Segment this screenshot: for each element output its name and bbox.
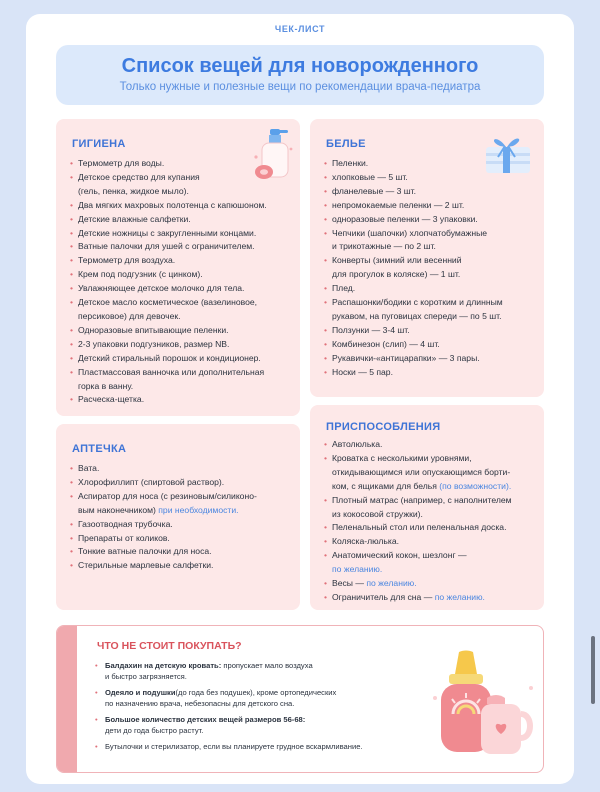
list-item: для прогулок в коляске) — 1 шт. — [332, 269, 461, 280]
item-text: пропускает мало воздуха — [221, 661, 313, 670]
list-item: откидывающимся или опускающимся борти- — [332, 466, 511, 477]
list-item — [95, 687, 385, 709]
list-item: • Стерильные марлевые салфетки. — [70, 559, 298, 573]
note-text: (по возможности). — [439, 480, 512, 491]
list-item: • Крем под подгузник (с цинком). — [70, 268, 298, 282]
item-text-line2: по назначению врача, небезопасны для детского сна. — [105, 699, 295, 708]
list-item: • Детское средство для купания — [70, 171, 298, 185]
list-item: • Кроватка с несколькими уровнями, — [324, 452, 542, 466]
accent-band — [57, 626, 77, 772]
list-item: • Тонкие ватные палочки для носа. — [70, 545, 298, 559]
list-item: горка в ванну. — [78, 380, 134, 391]
list-item: • Детские влажные салфетки. — [70, 213, 298, 227]
note-text: по желанию. — [366, 578, 417, 589]
item-bold: Балдахин на детскую кровать: — [105, 661, 222, 670]
title-banner — [56, 45, 544, 105]
list-item: • Хлорофиллипт (спиртовой раствор). — [70, 476, 298, 490]
list-item — [95, 714, 385, 736]
list-item: • Увлажняющее детское молочко для тела. — [70, 282, 298, 296]
devices-list — [324, 438, 542, 605]
list-item: рукавом, на пуговицах спереди — по 5 шт. — [332, 310, 502, 321]
item-text-line2: и быстро загрязняется. — [105, 672, 187, 681]
list-item: • Препараты от коликов. — [70, 532, 298, 546]
list-item: • Конверты (зимний или весенний — [324, 254, 542, 268]
item-bold: Большое количество детских вещей размеров 56-68: — [105, 715, 306, 724]
item-text-line2: дети до года быстро растут. — [105, 726, 204, 735]
list-item: • Чепчики (шапочки) хлопчатобумажные — [324, 227, 542, 241]
linen-title: БЕЛЬЕ — [326, 138, 366, 150]
linen-list — [324, 157, 542, 380]
list-item: и трикотажные — по 2 шт. — [332, 241, 436, 252]
list-item: • Комбинезон (слип) — 4 шт. — [324, 338, 542, 352]
list-item: • Рукавички-«антицарапки» — 3 пары. — [324, 352, 542, 366]
devices-title: ПРИСПОСОБЛЕНИЯ — [326, 421, 441, 433]
page-subtitle: Только нужные и полезные вещи по рекомендации врача-педиатра — [119, 81, 481, 93]
list-item: • одноразовые пеленки — 3 упаковки. — [324, 213, 542, 227]
list-item: • Детское масло косметическое (вазелиновое, — [70, 296, 298, 310]
hygiene-title: ГИГИЕНА — [72, 138, 126, 150]
list-item: • Газоотводная трубочка. — [70, 518, 298, 532]
list-item: • Два мягких махровых полотенца с капюшоном. — [70, 199, 298, 213]
list-item — [324, 577, 542, 591]
list-item: • фланелевые — 3 шт. — [324, 185, 542, 199]
list-item: • Ползунки — 3-4 шт. — [324, 324, 542, 338]
list-item: • Вата. — [70, 462, 298, 476]
list-item: • Термометр для воздуха. — [70, 254, 298, 268]
note-text: по желанию. — [332, 564, 383, 575]
list-item: • Распашонки/бодики с коротким и длинным — [324, 296, 542, 310]
list-item — [324, 480, 542, 494]
list-item-text: вым наконечником) — [78, 504, 156, 515]
list-item: • Пеленальный стол или пеленальная доска. — [324, 521, 542, 535]
list-item: персиковое) для девочек. — [78, 310, 181, 321]
list-item — [70, 504, 298, 518]
kicker-label: ЧЕК-ЛИСТ — [274, 24, 326, 34]
checklist-sheet — [26, 14, 574, 784]
dont-buy-card — [56, 625, 544, 773]
page-title: Список вещей для новорожденного — [121, 55, 479, 77]
list-item: • Коляска-люлька. — [324, 535, 542, 549]
list-item: • Одноразовые впитывающие пеленки. — [70, 324, 298, 338]
list-item: • Пеленки. — [324, 157, 542, 171]
list-item: из кокосовой стружки). — [332, 508, 423, 519]
list-item — [324, 591, 542, 605]
note-text: при необходимости. — [158, 504, 239, 515]
list-item: • Плотный матрас (например, с наполнителем — [324, 494, 542, 508]
list-item: • Плед. — [324, 282, 542, 296]
list-item: • Детский стиральный порошок и кондиционер. — [70, 352, 298, 366]
devices-card — [310, 405, 544, 610]
list-item: • 2-3 упаковки подгузников, размер NB. — [70, 338, 298, 352]
hygiene-card — [56, 119, 300, 416]
list-item: • Анатомический кокон, шезлонг — — [324, 549, 542, 563]
list-item: • Автолюлька. — [324, 438, 542, 452]
list-item: • Термометр для воды. — [70, 157, 298, 171]
list-item: • Детские ножницы с закругленными концами. — [70, 227, 298, 241]
item-bold: Одеяло и подушки — [105, 688, 176, 697]
dont-buy-list — [95, 660, 385, 757]
firstaid-title: АПТЕЧКА — [72, 443, 127, 455]
firstaid-card — [56, 424, 300, 610]
linen-card — [310, 119, 544, 397]
list-item: • Аспиратор для носа (с резиновым/силиконо- — [70, 490, 298, 504]
list-item-text: Весы — — [332, 578, 364, 589]
dont-buy-title: ЧТО НЕ СТОИТ ПОКУПАТЬ? — [97, 640, 242, 652]
firstaid-list — [70, 462, 298, 573]
scrollbar-thumb[interactable] — [591, 636, 595, 704]
list-item-text: ком, с ящиками для белья — [332, 480, 437, 491]
list-item: • Расческа-щетка. — [70, 393, 298, 407]
note-text: по желанию. — [434, 591, 485, 602]
baby-bottle-icon — [427, 648, 539, 766]
hygiene-list — [70, 157, 298, 407]
list-item: • непромокаемые пеленки — 2 шт. — [324, 199, 542, 213]
list-item: • Носки — 5 пар. — [324, 366, 542, 380]
list-item-text: Ограничитель для сна — — [332, 591, 433, 602]
list-item: • хлопковые — 5 шт. — [324, 171, 542, 185]
list-item: • Бутылочки и стерилизатор, если вы планируете грудное вскармливание. — [95, 741, 385, 752]
list-item: • Пластмассовая ванночка или дополнительная — [70, 366, 298, 380]
list-item: (гель, пенка, жидкое мыло). — [78, 185, 189, 196]
list-item: • Ватные палочки для ушей с ограничителем. — [70, 240, 298, 254]
list-item — [95, 660, 385, 682]
item-text: (до года без подушек), кроме ортопедических — [175, 688, 337, 697]
